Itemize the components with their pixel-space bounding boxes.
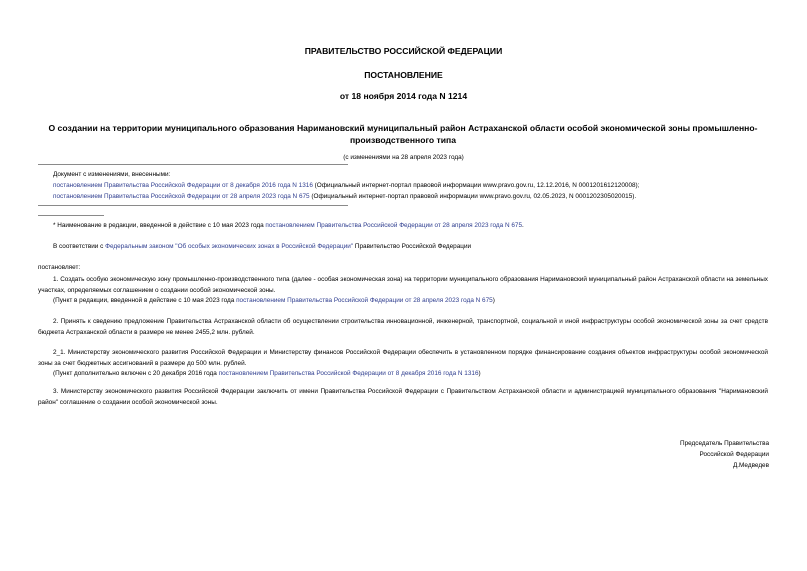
- amendment-source: (Официальный интернет-портал правовой информации www.pravo.gov.ru, 12.12.2016, N 0001201612120008);: [312, 182, 640, 189]
- point-2: 2. Принять к сведению предложение Правительства Астраханской области об осуществлении строительства инновационной, инженерной, транспортной, социальной и иной инфраструктуры особой экономической зоны за счет средств бюджета Астраханской области в размере не менее 2455,2 млн. рублей.: [38, 318, 768, 336]
- preamble: В соответствии с Федеральным законом "Об особых экономических зонах в Российской Федерации" Правительство Российской Федерации: [53, 243, 472, 250]
- footnote-text: * Наименование в редакции, введенной в действие с 10 мая 2023 года: [53, 222, 266, 229]
- signature-org: Российской Федерации: [699, 451, 769, 458]
- point-3: 3. Министерству экономического развития Российской Федерации заключить от имени Правительства Российской Федерации с Правительством Астраханской области и администрацией муниципального образования "Наримановский район" соглашение о создании особой экономической зоны.: [38, 388, 768, 406]
- point-1-note-link[interactable]: постановлением Правительства Российской Федерации от 28 апреля 2023 года N 675: [236, 297, 493, 304]
- amendment-item: [53, 180, 768, 191]
- point-2-1-note: (Пункт дополнительно включен с 20 декабря 2016 года постановлением Правительства Российской Федерации от 8 декабря 2016 года N 1316): [53, 370, 481, 377]
- revision-note: (с изменениями на 28 апреля 2023 года): [343, 154, 464, 161]
- footnote-link[interactable]: постановлением Правительства Российской Федерации от 28 апреля 2023 года N 675: [265, 222, 523, 229]
- point-2-1-note-link[interactable]: постановлением Правительства Российской Федерации от 8 декабря 2016 года N 1316: [218, 370, 479, 377]
- point-2-1: 2_1. Министерству экономического развития Российской Федерации и Министерству финансов Российской Федерации обеспечить в установленном порядке финансирование создания объектов инфраструктуры особой экономической зоны за счет бюджетных ассигнований в размере до 500 млн. рублей.: [38, 349, 768, 367]
- date-number-heading: от 18 ноября 2014 года N 1214: [339, 91, 468, 101]
- amendment-source: (Официальный интернет-портал правовой информации www.pravo.gov.ru, 02.05.2023, N 0001202305020015).: [309, 193, 637, 200]
- footnote: * Наименование в редакции, введенной в действие с 10 мая 2023 года постановлением Правительства Российской Федерации от 28 апреля 2023 года N 675.: [53, 222, 524, 229]
- footnote-separator: [38, 215, 104, 216]
- decides-text: постановляет:: [38, 264, 81, 271]
- government-heading: ПРАВИТЕЛЬСТВО РОССИЙСКОЙ ФЕДЕРАЦИИ: [304, 46, 503, 56]
- signature-title: Председатель Правительства: [680, 440, 769, 447]
- amendment-link[interactable]: постановлением Правительства Российской Федерации от 8 декабря 2016 года N 1316: [53, 182, 313, 189]
- point-1-note: (Пункт в редакции, введенной в действие с 10 мая 2023 года постановлением Правительства Российской Федерации от 28 апреля 2023 года N 675): [53, 297, 495, 304]
- document-title: О создании на территории муниципального образования Наримановский муниципальный район Астраханской области особой экономической зоны промышленно-производственного типа: [48, 123, 758, 145]
- point-1: 1. Создать особую экономическую зону промышленно-производственного типа (далее - особая экономическая зона) на территории муниципального образования Наримановский муниципальный район Астраханской области на земельных участках, определяемых соглашением о создании особой экономической зоны.: [38, 276, 768, 294]
- signature-name: Д.Медведев: [732, 462, 769, 469]
- amendments-intro: Документ с изменениями, внесенными:: [53, 171, 171, 178]
- document-type-heading: ПОСТАНОВЛЕНИЕ: [364, 70, 443, 80]
- amendment-item: [53, 191, 768, 202]
- federal-law-link[interactable]: Федеральным законом "Об особых экономических зонах в Российской Федерации": [105, 243, 354, 250]
- separator-line: [38, 205, 348, 206]
- separator-line: [38, 164, 348, 165]
- amendment-link[interactable]: постановлением Правительства Российской Федерации от 28 апреля 2023 года N 675: [53, 193, 310, 200]
